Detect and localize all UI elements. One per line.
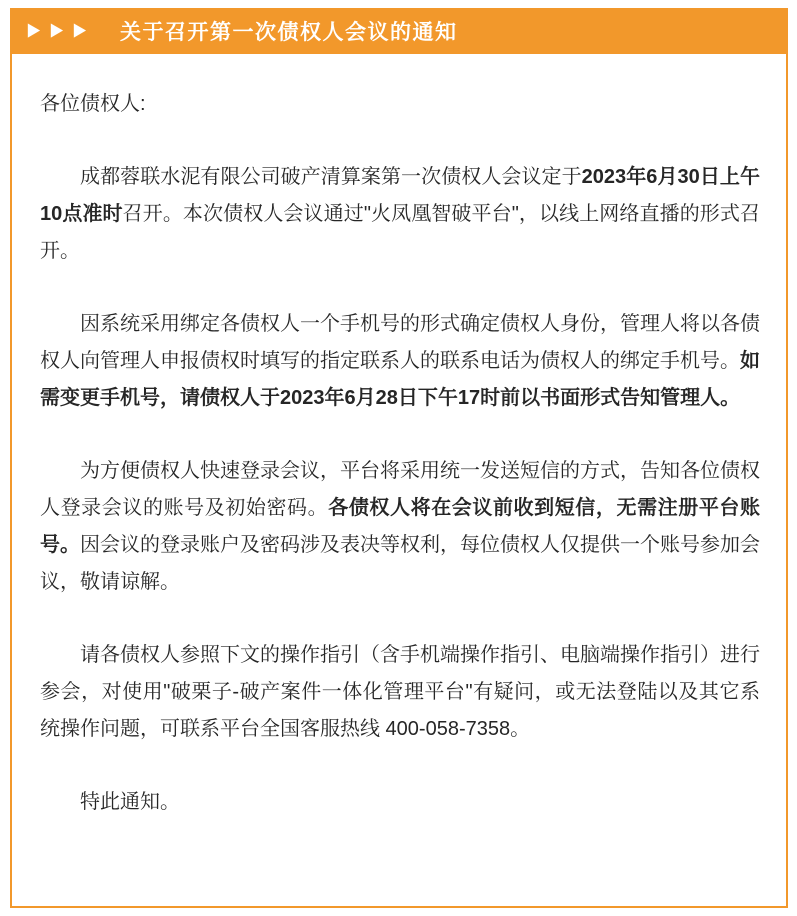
- notice-paragraph: [40, 159, 760, 270]
- right-triangle-icon: ▶: [72, 22, 88, 40]
- notice-paragraph: [40, 306, 760, 417]
- text-run: 为方便债权人快速登录会议，平台将采用统一发送短信的方式，告知各位债权人登录会议的账号及初始密码。: [40, 460, 760, 519]
- text-run: 召开。本次债权人会议通过"火凤凰智破平台"，以线上网络直播的形式召开。: [40, 203, 760, 262]
- notice-paragraphs: [40, 159, 760, 748]
- bold-text-run: 各债权人将在会议前收到短信，无需注册平台账号。: [40, 497, 761, 556]
- text-run: 成都蓉联水泥有限公司破产清算案第一次债权人会议定于: [80, 166, 582, 188]
- notice-paragraph: [40, 453, 760, 601]
- notice-box: [10, 8, 788, 908]
- text-run: 因系统采用绑定各债权人一个手机号的形式确定债权人身份，管理人将以各债权人向管理人申报债权时填写的指定联系人的联系电话为债权人的绑定手机号。: [40, 313, 760, 372]
- text-run: 因会议的登录账户及密码涉及表决等权利，每位债权人仅提供一个账号参加会议，敬请谅解。: [40, 534, 760, 593]
- bold-text-run: 2023年6月30日上午10点准时: [40, 166, 760, 225]
- closing-line: 特此通知。: [80, 791, 180, 813]
- text-run: 请各债权人参照下文的操作指引（含手机端操作指引、电脑端操作指引）进行参会，对使用"破栗子-破产案件一体化管理平台"有疑问，或无法登陆以及其它系统操作问题，可联系平台全国客服热线 400-058-7358。: [40, 644, 760, 740]
- notice-header: [10, 8, 788, 54]
- triple-arrow-icon: [26, 24, 87, 39]
- notice-title: 关于召开第一次债权人会议的通知: [120, 21, 458, 44]
- right-triangle-icon: ▶: [26, 22, 42, 40]
- right-triangle-icon: ▶: [49, 22, 65, 40]
- notice-content: [12, 86, 786, 821]
- bold-text-run: 如需变更手机号，请债权人于2023年6月28日下午17时前以书面形式告知管理人。: [40, 350, 760, 409]
- notice-paragraph: [40, 637, 760, 748]
- salutation: 各位债权人:: [40, 93, 146, 115]
